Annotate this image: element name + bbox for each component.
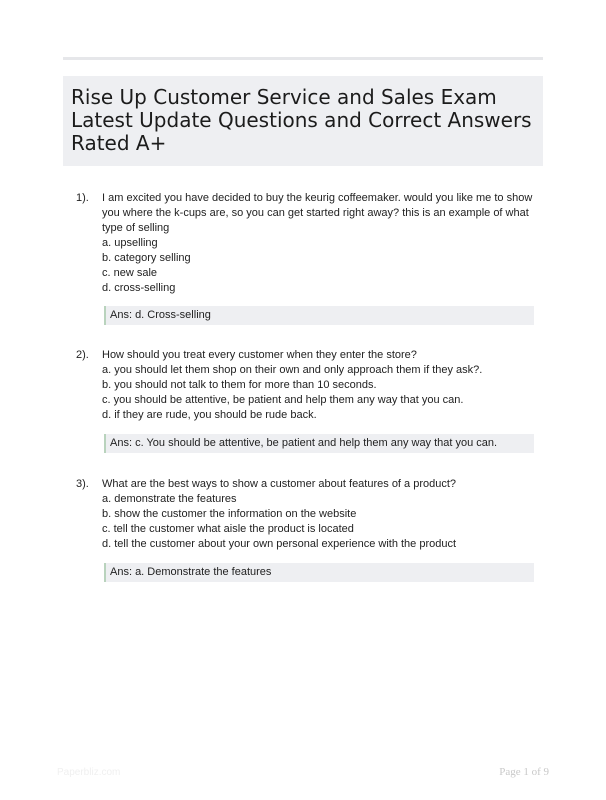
question-3 (63, 477, 543, 578)
document-title: Rise Up Customer Service and Sales Exam Latest Update Questions and Correct Answers Rated A+ (71, 85, 532, 155)
option-c: c. new sale (102, 267, 158, 279)
question-number: 3). (76, 478, 89, 490)
option-d: d. tell the customer about your own personal experience with the product (102, 538, 457, 550)
question-2 (63, 348, 543, 449)
question-text: How should you treat every customer when they enter the store? (102, 349, 417, 361)
question-number: 1). (76, 192, 89, 204)
option-b: b. you should not talk to them for more than 10 seconds. (102, 379, 377, 391)
option-d: d. if they are rude, you should be rude back. (102, 409, 317, 421)
page-number: Page 1 of 9 (499, 766, 549, 778)
answer-box: Ans: d. Cross-selling (104, 306, 534, 325)
question-number: 2). (76, 349, 89, 361)
top-divider (63, 57, 543, 60)
question-text: I am excited you have decided to buy the keurig coffeemaker. would you like me to show you where the k-cups are, so you can get started right away? this is an example of what type of selling (102, 192, 533, 234)
question-1 (63, 191, 543, 321)
question-body (102, 191, 537, 296)
question-body (102, 477, 537, 552)
question-text: What are the best ways to show a customer about features of a product? (102, 478, 457, 490)
option-a: a. you should let them shop on their own and only approach them if they ask?. (102, 364, 483, 376)
option-b: b. show the customer the information on the website (102, 508, 357, 520)
option-b: b. category selling (102, 252, 191, 264)
answer-box: Ans: a. Demonstrate the features (104, 563, 534, 582)
option-a: a. demonstrate the features (102, 493, 237, 505)
footer-watermark: Paperbliz.com (57, 767, 121, 778)
question-body (102, 348, 537, 423)
option-d: d. cross-selling (102, 282, 176, 294)
option-c: c. tell the customer what aisle the product is located (102, 523, 354, 535)
title-banner (63, 76, 543, 166)
option-a: a. upselling (102, 237, 158, 249)
answer-box: Ans: c. You should be attentive, be patient and help them any way that you can. (104, 434, 534, 453)
option-c: c. you should be attentive, be patient and help them any way that you can. (102, 394, 464, 406)
